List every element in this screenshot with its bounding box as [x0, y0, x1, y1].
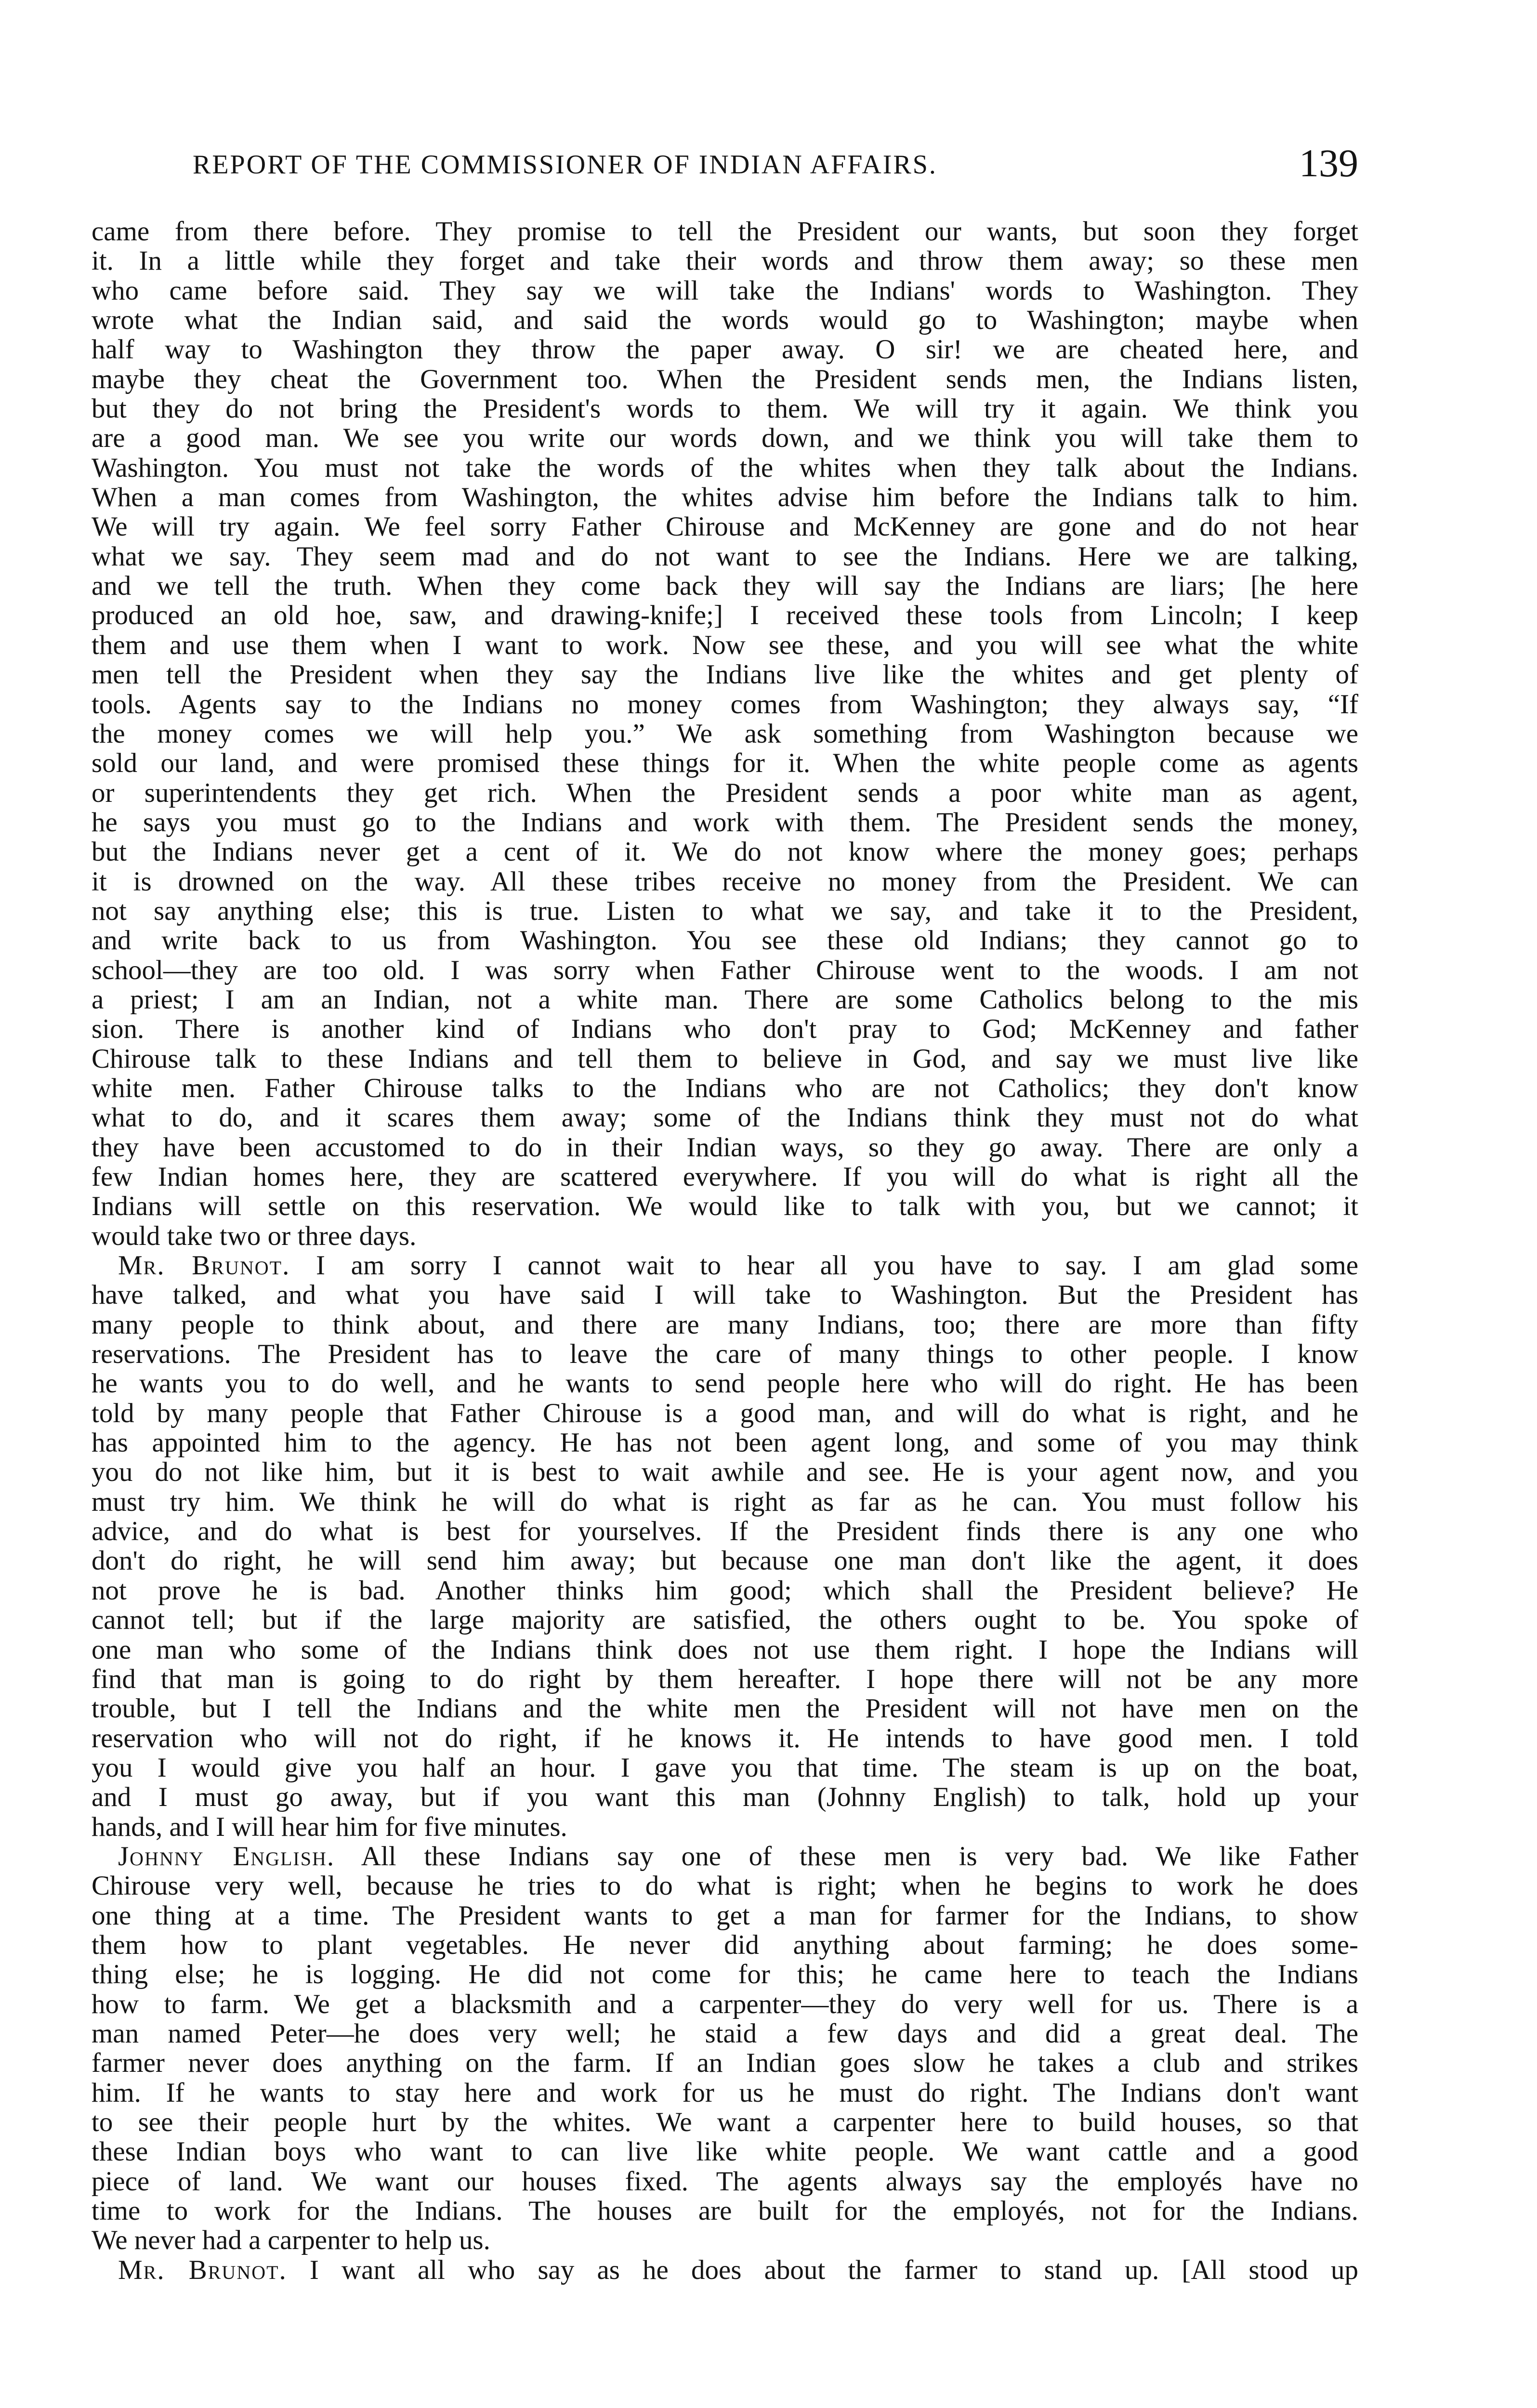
line-text: cannot tell; but if the large majority are satisfied, the others ought to be. You spoke of [92, 1605, 1358, 1636]
text-line [92, 630, 1358, 660]
text-line [92, 2137, 1358, 2166]
text-line [92, 1103, 1358, 1132]
line-text: produced an old hoe, saw, and drawing-knife;] I received these tools from Lincoln; I keep [92, 600, 1358, 631]
line-text: who came before said. They say we will take the Indians' words to Washington. They [92, 275, 1358, 306]
line-text: piece of land. We want our houses fixed. The agents always say the employés have no [92, 2166, 1358, 2197]
speaker-name: Mr. Brunot. [118, 1250, 290, 1281]
line-text: but they do not bring the President's words to them. We will try it again. We think you [92, 393, 1358, 424]
text-line [92, 1871, 1358, 1900]
text-line [92, 748, 1358, 778]
text-line [92, 1930, 1358, 1960]
text-line [92, 1133, 1358, 1162]
text-line [92, 1428, 1358, 1457]
line-text: thing else; he is logging. He did not come for this; he came here to teach the Indians [92, 1959, 1358, 1990]
line-text: have talked, and what you have said I will take to Washington. But the President has [92, 1280, 1358, 1310]
text-line [92, 1546, 1358, 1575]
text-line [92, 1517, 1358, 1546]
line-text: would take two or three days. [92, 1220, 417, 1251]
text-line [92, 660, 1358, 689]
text-line [92, 985, 1358, 1014]
text-line [92, 1221, 1358, 1251]
line-text: hands, and I will hear him for five minutes. [92, 1811, 567, 1842]
line-text: advice, and do what is best for yourselves. If the President finds there is any one who [92, 1516, 1358, 1547]
text-line [92, 453, 1358, 483]
text-line [92, 719, 1358, 748]
body-text [92, 217, 1358, 2408]
text-line [92, 1576, 1358, 1605]
line-text: these Indian boys who want to can live like white people. We want cattle and a good [92, 2136, 1358, 2167]
text-line [92, 778, 1358, 808]
line-text: reservations. The President has to leave the care of many things to other people. I know [92, 1339, 1358, 1370]
line-text: one thing at a time. The President wants to get a man for farmer for the Indians, to show [92, 1900, 1358, 1931]
text-line [92, 1369, 1358, 1398]
text-line [92, 1724, 1358, 1753]
line-text: he wants you to do well, and he wants to send people here who will do right. He has been [92, 1368, 1358, 1399]
line-text: has appointed him to the agency. He has not been agent long, and some of you may think [92, 1427, 1358, 1458]
line-text: it. In a little while they forget and take their words and throw them away; so these men [92, 246, 1358, 276]
text-line [92, 1073, 1358, 1103]
text-line [92, 1753, 1358, 1782]
line-text: how to farm. We get a blacksmith and a carpenter—they do very well for us. There is a [92, 1989, 1358, 2019]
line-text: you I would give you half an hour. I gave you that time. The steam is up on the boat, [92, 1752, 1358, 1783]
text-line [92, 2078, 1358, 2107]
line-text: We never had a carpenter to help us. [92, 2225, 490, 2256]
line-text: When a man comes from Washington, the whites advise him before the Indians talk to him. [92, 482, 1358, 513]
line-text: and write back to us from Washington. You see these old Indians; they cannot go to [92, 925, 1358, 956]
text-line [92, 1989, 1358, 2019]
line-text: Chirouse talk to these Indians and tell them to believe in God, and say we must live like [92, 1043, 1358, 1074]
line-text: them and use them when I want to work. Now see these, and you will see what the white [92, 629, 1358, 660]
text-line [92, 1782, 1358, 1812]
running-head: REPORT OF THE COMMISSIONER OF INDIAN AFFAIRS. [193, 150, 937, 180]
line-text: don't do right, he will send him away; but because one man don't like the agent, it does [92, 1545, 1358, 1576]
text-line [92, 394, 1358, 423]
text-line [92, 601, 1358, 630]
line-text: many people to think about, and there are many Indians, too; there are more than fifty [92, 1309, 1358, 1340]
line-text: came from there before. They promise to tell the President our wants, but soon they forget [92, 217, 1358, 247]
line-text: school—they are too old. I was sorry when Father Chirouse went to the woods. I am not [92, 955, 1358, 985]
text-line [92, 2255, 1358, 2285]
line-text: trouble, but I tell the Indians and the white men the President will not have men on the [92, 1693, 1358, 1724]
text-line [92, 2019, 1358, 2048]
text-line [92, 276, 1358, 305]
line-text: not say anything else; this is true. Listen to what we say, and take it to the President, [92, 895, 1358, 926]
speaker-name: Mr. Brunot. [118, 2254, 287, 2285]
text-line [92, 1191, 1358, 1221]
text-line [92, 1044, 1358, 1073]
line-text: what we say. They seem mad and do not want to see the Indians. Here we are talking, [92, 541, 1358, 572]
line-text: they have been accustomed to do in their Indian ways, so they go away. There are only a [92, 1132, 1358, 1163]
line-text: must try him. We think he will do what is right as far as he can. You must follow his [92, 1486, 1358, 1517]
line-text: and I must go away, but if you want this man (Johnny English) to talk, hold up your [92, 1782, 1358, 1813]
text-line [92, 365, 1358, 394]
text-line [92, 808, 1358, 837]
line-text: reservation who will not do right, if he knows it. He intends to have good men. I told [92, 1723, 1358, 1754]
text-line [92, 571, 1358, 601]
line-text: them how to plant vegetables. He never did anything about farming; he does some- [92, 1929, 1358, 1960]
line-text: what to do, and it scares them away; some of the Indians think they must not do what [92, 1102, 1358, 1133]
text-line [92, 896, 1358, 926]
line-text: or superintendents they get rich. When the President sends a poor white man as agent, [92, 777, 1358, 808]
line-text: few Indian homes here, they are scattered everywhere. If you will do what is right all the [92, 1162, 1358, 1192]
line-text: but the Indians never get a cent of it. We do not know where the money goes; perhaps [92, 837, 1358, 867]
speaker-name: Johnny English. [118, 1841, 335, 1871]
text-line [92, 2048, 1358, 2078]
line-text: the money comes we will help you.” We ask something from Washington because we [92, 718, 1358, 749]
line-text: time to work for the Indians. The houses are built for the employés, not for the Indians. [92, 2196, 1358, 2226]
line-text: Washington. You must not take the words of the whites when they talk about the Indians. [92, 452, 1358, 483]
line-text: find that man is going to do right by them hereafter. I hope there will not be any more [92, 1663, 1358, 1694]
line-text: sion. There is another kind of Indians who don't pray to God; McKenney and father [92, 1014, 1358, 1045]
text-line [92, 2107, 1358, 2137]
text-line [92, 2225, 1358, 2255]
line-text: men tell the President when they say the Indians live like the whites and get plenty of [92, 659, 1358, 690]
line-text: tools. Agents say to the Indians no money comes from Washington; they always say, “If [92, 689, 1358, 720]
text-line [92, 1014, 1358, 1044]
text-line [92, 1812, 1358, 1842]
text-line [92, 1310, 1358, 1339]
text-line [92, 955, 1358, 985]
text-line [92, 1487, 1358, 1517]
line-text: told by many people that Father Chirouse is a good man, and will do what is right, and he [92, 1398, 1358, 1428]
text-line [92, 246, 1358, 275]
text-line [92, 335, 1358, 364]
line-text: to see their people hurt by the whites. We want a carpenter here to build houses, so that [92, 2107, 1358, 2137]
text-line [92, 1162, 1358, 1191]
text-line [92, 1664, 1358, 1694]
line-text: I am sorry I cannot wait to hear all you have to say. I am glad some [290, 1250, 1358, 1281]
text-line [92, 542, 1358, 571]
line-text: wrote what the Indian said, and said the words would go to Washington; maybe when [92, 305, 1358, 336]
text-line [92, 1960, 1358, 1989]
text-line [92, 1605, 1358, 1635]
line-text: not prove he is bad. Another thinks him good; which shall the President believe? He [92, 1575, 1358, 1606]
line-text: and we tell the truth. When they come back they will say the Indians are liars; [he here [92, 571, 1358, 602]
line-text: it is drowned on the way. All these tribes receive no money from the President. We can [92, 866, 1358, 897]
text-line [92, 305, 1358, 335]
line-text: sold our land, and were promised these things for it. When the white people come as agents [92, 748, 1358, 779]
line-text: white men. Father Chirouse talks to the Indians who are not Catholics; they don't know [92, 1073, 1358, 1103]
line-text: he says you must go to the Indians and work with them. The President sends the money, [92, 807, 1358, 838]
text-line [92, 926, 1358, 955]
line-text: a priest; I am an Indian, not a white man. There are some Catholics belong to the mis [92, 984, 1358, 1015]
text-line [92, 217, 1358, 246]
line-text: All these Indians say one of these men is very bad. We like Father [335, 1841, 1358, 1871]
line-text: one man who some of the Indians think does not use them right. I hope the Indians will [92, 1634, 1358, 1665]
text-line [92, 1399, 1358, 1428]
text-line [92, 1251, 1358, 1280]
line-text: We will try again. We feel sorry Father Chirouse and McKenney are gone and do not hear [92, 511, 1358, 542]
text-line [92, 1635, 1358, 1664]
text-line [92, 483, 1358, 512]
line-text: him. If he wants to stay here and work for us he must do right. The Indians don't want [92, 2077, 1358, 2108]
text-line [92, 867, 1358, 896]
line-text: man named Peter—he does very well; he staid a few days and did a great deal. The [92, 2018, 1358, 2049]
text-line [92, 1901, 1358, 1930]
text-line [92, 1339, 1358, 1369]
text-line [92, 2196, 1358, 2225]
text-line [92, 1694, 1358, 1723]
line-text: are a good man. We see you write our words down, and we think you will take them to [92, 423, 1358, 454]
line-text: Chirouse very well, because he tries to do what is right; when he begins to work he does [92, 1871, 1358, 1901]
line-text: Indians will settle on this reservation. We would like to talk with you, but we cannot; it [92, 1191, 1358, 1222]
text-line [92, 837, 1358, 866]
text-line [92, 1457, 1358, 1487]
text-line [92, 512, 1358, 541]
text-line [92, 1280, 1358, 1309]
page-header [193, 141, 1358, 194]
line-text: half way to Washington they throw the paper away. O sir! we are cheated here, and [92, 334, 1358, 365]
text-line [92, 2167, 1358, 2196]
text-line [92, 690, 1358, 719]
text-line [92, 423, 1358, 453]
line-text: I want all who say as he does about the farmer to stand up. [All stood up [287, 2254, 1358, 2285]
line-text: farmer never does anything on the farm. If an Indian goes slow he takes a club and strikes [92, 2048, 1358, 2079]
line-text: maybe they cheat the Government too. When the President sends men, the Indians listen, [92, 364, 1358, 394]
text-line [92, 1842, 1358, 1871]
line-text: you do not like him, but it is best to wait awhile and see. He is your agent now, and you [92, 1457, 1358, 1488]
page-number: 139 [1299, 141, 1358, 185]
